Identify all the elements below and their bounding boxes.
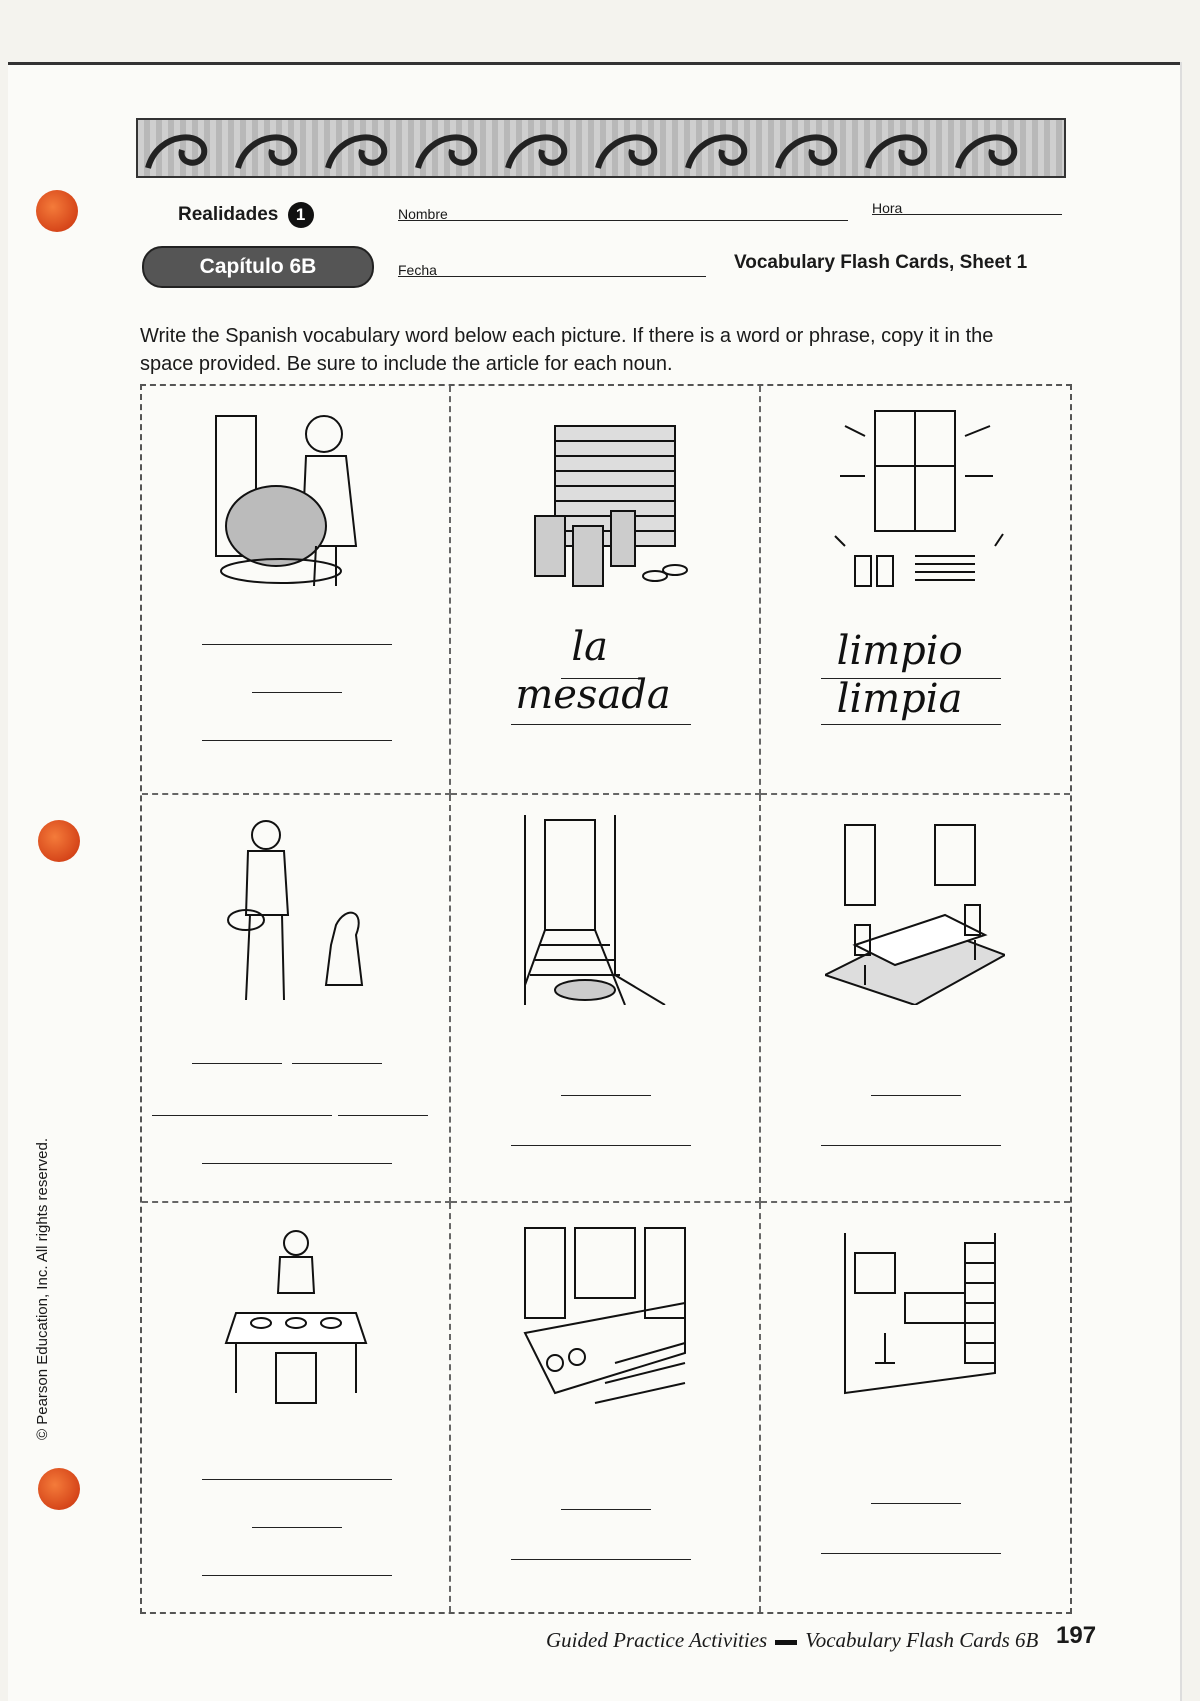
- copyright-notice: © Pearson Education, Inc. All rights reserved.: [34, 1137, 51, 1440]
- handwritten-answer: mesada: [515, 672, 671, 718]
- flash-card: [451, 1203, 760, 1612]
- kitchen-icon: [515, 1223, 695, 1413]
- answer-line[interactable]: [871, 1503, 961, 1504]
- answer-line[interactable]: [252, 1527, 342, 1528]
- chapter-badge: Capítulo 6B: [142, 246, 374, 288]
- money-stack-icon: [515, 406, 695, 596]
- page-number: 197: [1056, 1622, 1097, 1649]
- handwritten-answer: limpio: [836, 628, 963, 674]
- fecha-label: Fecha: [398, 262, 437, 278]
- answer-line[interactable]: [252, 692, 342, 693]
- answer-line[interactable]: [192, 1063, 282, 1064]
- answer-line[interactable]: [338, 1115, 428, 1116]
- dining-room-icon: [825, 815, 1005, 1005]
- answer-line[interactable]: [152, 1115, 332, 1116]
- flash-card: [761, 795, 1070, 1204]
- binder-hole-icon: [38, 1468, 80, 1510]
- flash-card: [761, 1203, 1070, 1612]
- sheet-title: Vocabulary Flash Cards, Sheet 1: [734, 252, 1028, 273]
- series-name: Realidades: [178, 204, 279, 225]
- man-washing-pot-icon: [206, 406, 386, 596]
- answer-line[interactable]: [202, 1479, 392, 1480]
- hora-field[interactable]: [872, 214, 1062, 215]
- answer-line[interactable]: [202, 1575, 392, 1576]
- footer-book: Guided Practice Activities: [546, 1628, 768, 1652]
- instructions-text: Write the Spanish vocabulary word below each picture. If there is a word or phrase, copy it in the space provided. Be sure to include the article for each noun.: [140, 325, 994, 375]
- answer-line[interactable]: [202, 644, 392, 645]
- hallway-icon: [515, 815, 695, 1005]
- flash-card: [142, 1203, 451, 1612]
- answer-line[interactable]: [821, 724, 1001, 725]
- answer-line[interactable]: [871, 1095, 961, 1096]
- binder-hole-icon: [38, 820, 80, 862]
- answer-line[interactable]: [511, 1145, 691, 1146]
- man-setting-table-icon: [206, 1223, 386, 1413]
- flash-card: [142, 795, 451, 1204]
- flash-card-grid: [140, 384, 1072, 1614]
- flash-card: [451, 795, 760, 1204]
- answer-line[interactable]: [292, 1063, 382, 1064]
- binder-hole-icon: [36, 190, 78, 232]
- clean-window-dishes-icon: [825, 406, 1005, 596]
- wave-pattern-icon: [138, 120, 1064, 176]
- woman-feeding-dog-icon: [206, 815, 386, 1005]
- hora-label: Hora: [872, 200, 903, 216]
- handwritten-answer: limpia: [836, 676, 963, 722]
- flash-card: [142, 386, 451, 795]
- answer-line[interactable]: [561, 1095, 651, 1096]
- handwritten-answer: la: [571, 624, 608, 670]
- answer-line[interactable]: [202, 740, 392, 741]
- footer-section: Vocabulary Flash Cards 6B: [805, 1628, 1039, 1652]
- decorative-wave-border: [136, 118, 1066, 178]
- flash-card: [451, 386, 760, 795]
- series-label: [178, 202, 314, 228]
- footer-dash-icon: [775, 1640, 797, 1645]
- flash-card: [761, 386, 1070, 795]
- fecha-field[interactable]: [398, 276, 706, 277]
- office-room-icon: [825, 1223, 1005, 1413]
- nombre-label: Nombre: [398, 206, 448, 222]
- answer-line[interactable]: [821, 1145, 1001, 1146]
- footer-citation: [546, 1628, 1038, 1653]
- answer-line[interactable]: [511, 724, 691, 725]
- nombre-field[interactable]: [398, 220, 848, 221]
- answer-line[interactable]: [561, 1509, 651, 1510]
- answer-line[interactable]: [202, 1163, 392, 1164]
- answer-line[interactable]: [821, 1553, 1001, 1554]
- level-badge: 1: [288, 202, 314, 228]
- answer-line[interactable]: [511, 1559, 691, 1560]
